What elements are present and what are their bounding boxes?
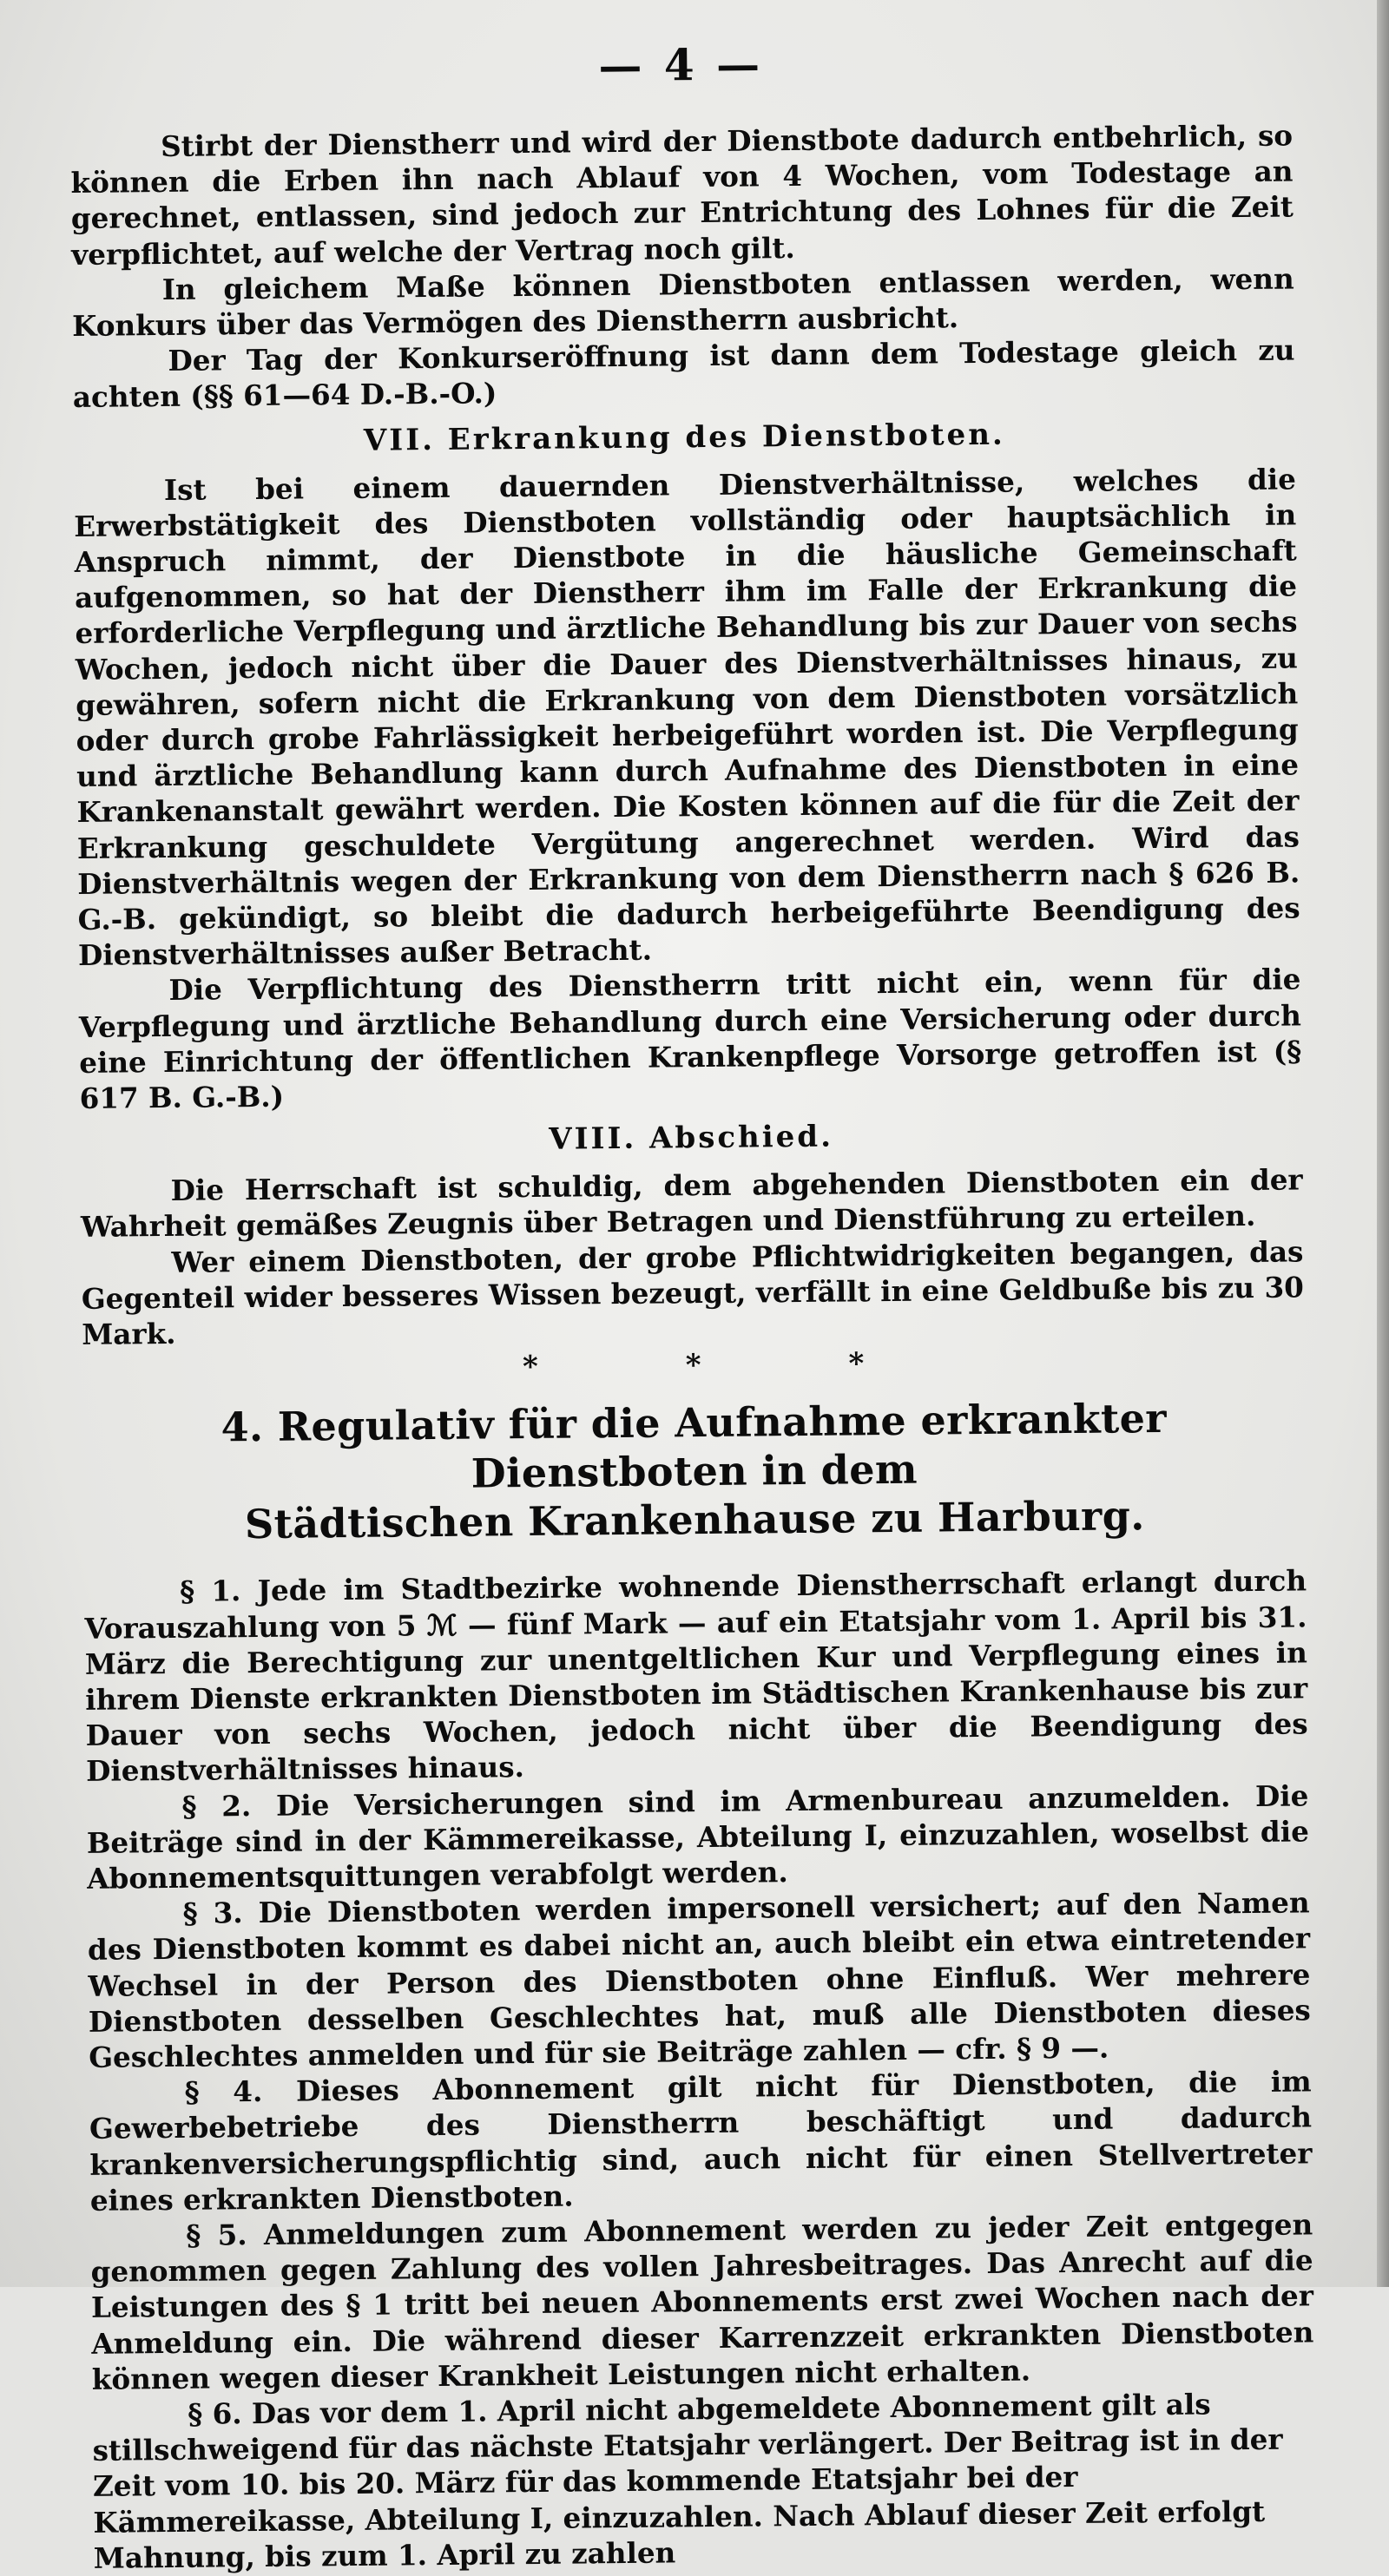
- page-number: — 4 —: [598, 38, 764, 92]
- separator-star: *: [685, 1348, 701, 1383]
- paragraph-section-3: § 3. Die Dienstboten werden impersonell versichert; auf den Namen des Dienstboten kommt es dabei nicht an, auch bleibt ein etwa eintretender Wechsel in der Person des Dienstboten ohne Einfluß. Wer mehrere Dienstboten desselben Geschlechtes hat, muß alle Dienstboten dieses Geschlechtes anmelden und für sie Beiträge zahlen — cfr. § 9 —.: [87, 1885, 1311, 2074]
- separator-star: *: [522, 1350, 538, 1385]
- paragraph-death-of-employer: Stirbt der Dienstherr und wird der Dienstbote dadurch entbehrlich, so können die Erben ihn nach Ablauf von 4 Wochen, vom Todestage an gerechnet, entlassen, sind jedoch zur Entrichtung des Lohnes für die Zeit verpflichtet, auf welche der Vertrag noch gilt.: [70, 118, 1294, 272]
- separator-star: *: [848, 1346, 865, 1382]
- paragraph-illness-care: Ist bei einem dauernden Dienstverhältnisse, welches die Erwerbstätigkeit des Dienstboten vollständig oder hauptsächlich in Anspruch nimmt, der Dienstbote in die häusliche Gemeinschaft aufgenommen, so hat der Dienstherr ihm im Falle der Erkrankung die erforderliche Verpflegung und ärztliche Behandlung bis zur Dauer von sechs Wochen, jedoch nicht über die Dauer des Dienstverhältnisses hinaus, zu gewähren, sofern nicht die Erkrankung von dem Dienstboten vorsätzlich oder durch grobe Fahrlässigkeit herbeigeführt worden ist. Die Verpflegung und ärztliche Behandlung kann durch Aufnahme des Dienstboten in eine Krankenanstalt gewährt werden. Die Kosten können auf die für die Zeit der Erkrankung geschuldete Vergütung angerechnet werden. Wird das Dienstverhältnis wegen der Erkrankung von dem Dienstherrn nach § 626 B. G.-B. gekündigt, so bleibt die dadurch herbeigeführte Beendigung des Dienstverhältnisses außer Betracht.: [74, 462, 1300, 973]
- paragraph-section-6: § 6. Das vor dem 1. April nicht abgemeldete Abonnement gilt als stillschweigend für das nächste Etatsjahr verlängert. Der Beitrag ist in der Zeit vom 10. bis 20. März für das kommende Etatsjahr bei der Kämmereikasse, Abteilung I, einzuzahlen. Nach Ablauf dieser Zeit erfolgt Mahnung, bis zum 1. April zu zahlen: [92, 2387, 1283, 2575]
- paragraph-testimonial: Die Herrschaft ist schuldig, dem abgehenden Dienstboten ein der Wahrheit gemäßes Zeugnis über Betragen und Dienstführung zu erteilen.: [80, 1162, 1303, 1245]
- regulation-title: [82, 1393, 1307, 1551]
- regulation-title-line-2: Städtischen Krankenhause zu Harburg.: [244, 1492, 1145, 1548]
- page-content: [69, 33, 1316, 2575]
- paragraph-penalty: Wer einem Dienstboten, der grobe Pflichtwidrigkeiten begangen, das Gegenteil wider besseres Wissen bezeugt, verfällt in eine Geldbuße bis zu 30 Mark.: [81, 1234, 1304, 1352]
- paragraph-illness-insurance: Die Verpflichtung des Dienstherrn tritt nicht ein, wenn für die Verpflegung und ärztliche Behandlung durch eine Versicherung oder durch eine Einrichtung der öffentlichen Krankenpflege Vorsorge getroffen ist (§ 617 B. G.-B.): [78, 962, 1302, 1116]
- section-heading-farewell: VIII. Abschied.: [549, 1119, 834, 1158]
- paragraph-bankruptcy-date: Der Tag der Konkurseröffnung ist dann dem Todestage gleich zu achten (§§ 61—64 D.-B.-O.): [72, 332, 1295, 415]
- section-heading-illness: VII. Erkrankung des Dienstboten.: [363, 417, 1005, 458]
- paragraph-section-5: § 5. Anmeldungen zum Abonnement werden zu jeder Zeit entgegen genommen gegen Zahlung des vollen Jahresbeitrages. Das Anrecht auf die Leistungen des § 1 tritt bei neuen Abonnements erst zwei Wochen nach der Anmeldung ein. Die während dieser Karrenzzeit erkrankten Dienstboten können wegen dieser Krankheit Leistungen nicht erhalten.: [90, 2207, 1314, 2396]
- page-edge-shadow: [1377, 0, 1389, 2287]
- paragraph-section-4: § 4. Dieses Abonnement gilt nicht für Dienstboten, die im Gewerbebetriebe des Dienstherrn beschäftigt und dadurch krankenversicherungspflichtig sind, auch nicht für einen Stellvertreter eines erkrankten Dienstboten.: [89, 2064, 1313, 2218]
- paragraph-bankruptcy: In gleichem Maße können Dienstboten entlassen werden, wenn Konkurs über das Vermögen des Dienstherrn ausbricht.: [71, 261, 1294, 343]
- regulation-title-line-1: 4. Regulativ für die Aufnahme erkrankter Dienstboten in dem: [221, 1395, 1168, 1497]
- paragraph-section-2: § 2. Die Versicherungen sind im Armenbureau anzumelden. Die Beiträge sind in der Kämmereikasse, Abteilung I, einzuzahlen, woselbst die Abonnementsquittungen verabfolgt werden.: [86, 1778, 1310, 1896]
- paragraph-section-1: § 1. Jede im Stadtbezirke wohnende Dienstherrschaft erlangt durch Vorauszahlung von 5 ℳ — fünf Mark — auf ein Etatsjahr vom 1. April bis 31. März die Berechtigung zur unentgeltlichen Kur und Verpflegung eines in ihrem Dienste erkrankten Dienstboten im Städtischen Krankenhause bis zur Dauer von sechs Wochen, jedoch nicht über die Beendigung des Dienstverhältnisses hinaus.: [84, 1563, 1308, 1789]
